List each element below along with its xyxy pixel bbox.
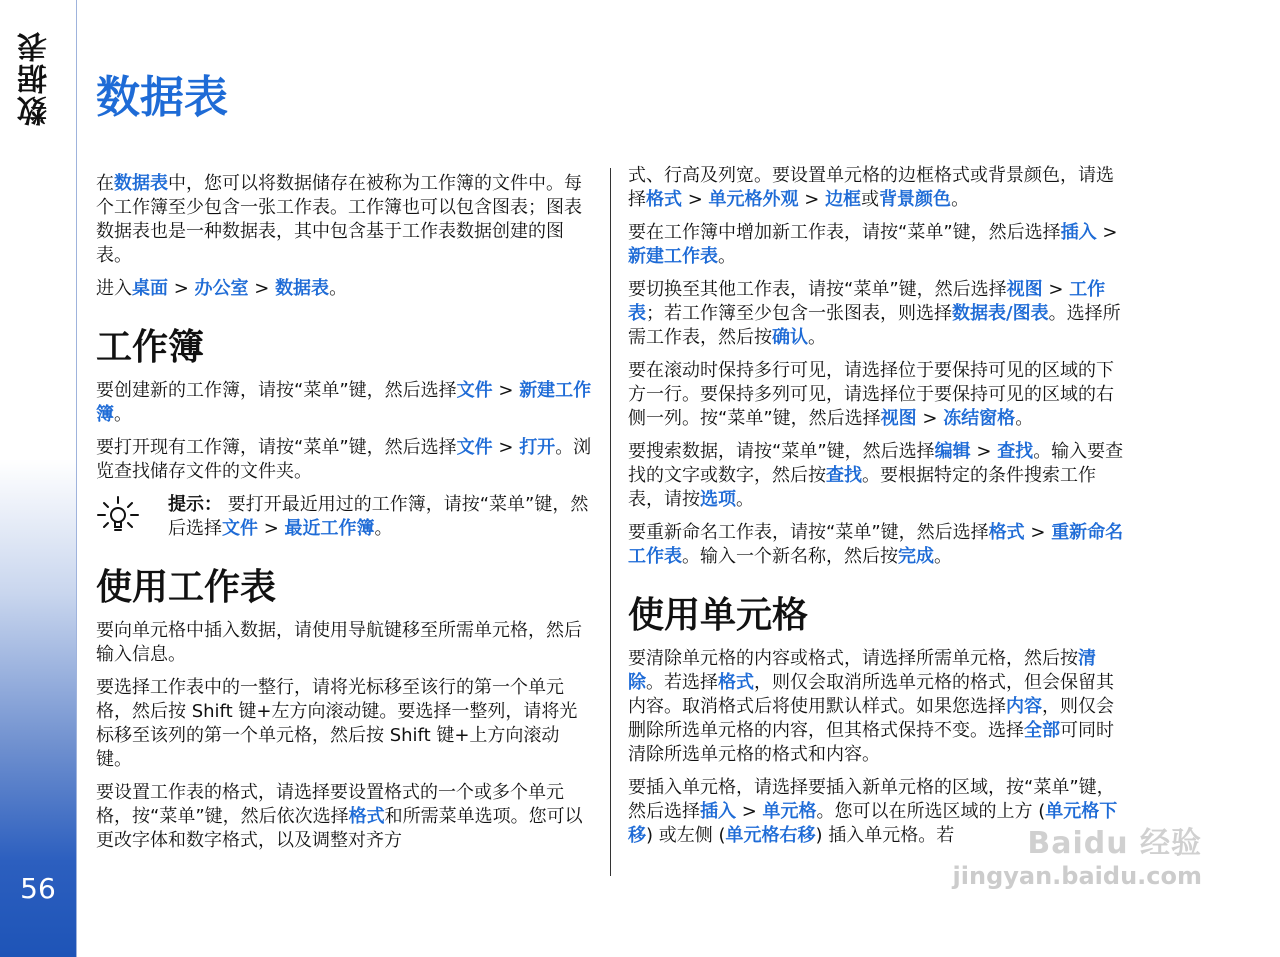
menu-keyword: 数据表 bbox=[275, 278, 330, 299]
page-title: 数据表 bbox=[96, 72, 228, 123]
text-run: ) 或左侧 ( bbox=[646, 825, 726, 846]
text-run: 。 bbox=[114, 404, 132, 425]
freeze-panes-paragraph bbox=[628, 359, 1126, 431]
worksheet-format-paragraph bbox=[96, 781, 594, 853]
menu-keyword: 文件 bbox=[456, 380, 493, 401]
page-number: 56 bbox=[20, 872, 56, 905]
menu-keyword: 单元格下移 bbox=[628, 801, 1118, 846]
text-run: 可同时清除所选单元格的格式和内容。 bbox=[628, 720, 1114, 765]
text-run: 进入 bbox=[96, 278, 132, 299]
left-column bbox=[96, 172, 594, 862]
text-run: 中，您可以将数据储存在被称为工作簿的文件中。每个工作簿至少包含一张工作表。工作簿也可以包含图表；图表数据表也是一种数据表，其中包含基于工作表数据创建的图表。 bbox=[96, 173, 582, 266]
menu-keyword: 视图 bbox=[1006, 279, 1043, 300]
menu-keyword: 打开 bbox=[519, 437, 556, 458]
tip-label: 提示： bbox=[168, 494, 222, 515]
menu-keyword: 工作表 bbox=[628, 279, 1106, 324]
text-run: ；若工作簿至少包含一张图表，则选择 bbox=[646, 303, 952, 324]
menu-keyword: 边框 bbox=[825, 189, 862, 210]
menu-keyword: 清除 bbox=[628, 648, 1096, 693]
tip-box bbox=[96, 493, 594, 541]
menu-keyword: 格式 bbox=[988, 522, 1025, 543]
navigation-path bbox=[96, 277, 594, 301]
text-run: 。输入一个新名称，然后按 bbox=[682, 546, 898, 567]
watermark-url: jingyan.baidu.com bbox=[952, 862, 1202, 890]
menu-keyword: 新建工作簿 bbox=[96, 380, 592, 425]
text-run: 在 bbox=[96, 173, 114, 194]
text-run: 要搜索数据，请按“菜单”键，然后选择 bbox=[628, 441, 935, 462]
text-run: > bbox=[682, 189, 709, 210]
text-run: > bbox=[798, 189, 826, 210]
text-run: ，则仅会取消所选单元格的格式，但会保留其内容。取消格式后将使用默认样式。如果您选择 bbox=[628, 672, 1114, 717]
text-run: > bbox=[736, 801, 763, 822]
text-run: 要重新命名工作表，请按“菜单”键，然后选择 bbox=[628, 522, 989, 543]
text-run: 和所需菜单选项。您可以更改字体和数字格式，以及调整对齐方 bbox=[96, 806, 583, 851]
text-run: 要向单元格中插入数据，请使用导航键移至所需单元格，然后输入信息。 bbox=[96, 620, 582, 665]
heading-workbook: 工作簿 bbox=[96, 327, 205, 368]
menu-keyword: 编辑 bbox=[934, 441, 971, 462]
lightbulb-tip-icon bbox=[96, 493, 140, 537]
text-run: 式、行高及列宽。要设置单元格的边框格式或背景颜色，请选择 bbox=[628, 165, 1114, 210]
text-run: 要清除单元格的内容或格式，请选择所需单元格，然后按 bbox=[628, 648, 1078, 669]
heading-cells: 使用单元格 bbox=[628, 595, 809, 636]
menu-keyword: 插入 bbox=[1060, 222, 1097, 243]
text-run: 或 bbox=[861, 189, 880, 210]
menu-keyword: 冻结窗格 bbox=[943, 408, 1016, 429]
menu-keyword: 办公室 bbox=[194, 278, 249, 299]
menu-keyword: 内容 bbox=[1006, 696, 1042, 717]
menu-keyword: 桌面 bbox=[132, 278, 168, 299]
menu-keyword: 格式 bbox=[718, 672, 754, 693]
text-run: > bbox=[1096, 222, 1118, 243]
watermark-logo: Baidu 经验 bbox=[1027, 826, 1202, 861]
menu-keyword: 单元格右移 bbox=[725, 825, 816, 846]
menu-keyword: 全部 bbox=[1024, 720, 1060, 741]
menu-keyword: 选项 bbox=[700, 489, 736, 510]
clear-cells-paragraph bbox=[628, 647, 1126, 767]
switch-sheet-paragraph bbox=[628, 278, 1126, 350]
text-run: 。选择所需工作表，然后按 bbox=[628, 303, 1121, 348]
text-run: 要设置工作表的格式，请选择要设置格式的一个或多个单元格，按“菜单”键，然后依次选择 bbox=[96, 782, 564, 827]
text-run: > bbox=[1024, 522, 1052, 543]
menu-keyword: 单元格 bbox=[762, 801, 817, 822]
text-run: > bbox=[168, 278, 195, 299]
menu-keyword: 完成 bbox=[898, 546, 934, 567]
text-run: 。浏览查找储存文件的文件夹。 bbox=[96, 437, 592, 482]
add-sheet-paragraph bbox=[628, 221, 1126, 269]
menu-keyword: 文件 bbox=[456, 437, 493, 458]
format-cells-paragraph bbox=[628, 164, 1126, 212]
text-run: 要创建新的工作簿，请按“菜单”键，然后选择 bbox=[96, 380, 457, 401]
text-run: 。 bbox=[718, 246, 736, 267]
text-run: 。输入要查找的文字或数字，然后按 bbox=[628, 441, 1124, 486]
side-bar bbox=[0, 0, 77, 957]
text-run: ) 插入单元格。若 bbox=[815, 825, 955, 846]
text-run: 要切换至其他工作表，请按“菜单”键，然后选择 bbox=[628, 279, 1007, 300]
menu-keyword: 文件 bbox=[222, 518, 258, 539]
text-run: 要插入单元格，请选择要插入新单元格的区域，按“菜单”键，然后选择 bbox=[628, 777, 1115, 822]
text-run: 。 bbox=[1015, 408, 1034, 429]
text-run: 。 bbox=[329, 278, 348, 299]
menu-keyword: 格式 bbox=[348, 806, 385, 827]
menu-keyword: 查找 bbox=[826, 465, 862, 486]
rename-sheet-paragraph bbox=[628, 521, 1126, 569]
text-run: 要在工作簿中增加新工作表，请按“菜单”键，然后选择 bbox=[628, 222, 1061, 243]
menu-keyword: 单元格外观 bbox=[708, 189, 799, 210]
text-run: 要选择工作表中的一整行，请将光标移至该行的第一个单元格，然后按 Shift 键+左方向滚动键。要选择一整列，请将光标移至该列的第一个单元格，然后按 Shift 键+上方向滚动键。 bbox=[96, 677, 578, 770]
text-run: > bbox=[916, 408, 944, 429]
tip-text bbox=[168, 493, 594, 541]
text-run: 。 bbox=[374, 518, 393, 539]
search-data-paragraph bbox=[628, 440, 1126, 512]
workbook-create-paragraph bbox=[96, 379, 594, 427]
menu-keyword: 查找 bbox=[997, 441, 1034, 462]
intro-paragraph bbox=[96, 172, 594, 268]
menu-keyword: 重新命名工作表 bbox=[628, 522, 1124, 567]
text-run: 。要根据特定的条件搜索工作表，请按 bbox=[628, 465, 1096, 510]
text-run: > bbox=[258, 518, 285, 539]
side-chapter-title: 数据表 bbox=[18, 30, 53, 126]
text-run: 。您可以在所选区域的上方 ( bbox=[816, 801, 1046, 822]
text-run: > bbox=[970, 441, 998, 462]
workbook-open-paragraph bbox=[96, 436, 594, 484]
worksheet-insert-paragraph bbox=[96, 619, 594, 667]
text-run: > bbox=[1042, 279, 1070, 300]
text-run: 。 bbox=[736, 489, 754, 510]
text-run: 。若选择 bbox=[646, 672, 718, 693]
text-run: 要在滚动时保持多行可见，请选择位于要保持可见的区域的下方一行。要保持多列可见，请选择位于要保持可见的区域的右侧一列。按“菜单”键，然后选择 bbox=[628, 360, 1114, 429]
worksheet-select-paragraph bbox=[96, 676, 594, 772]
text-run: > bbox=[492, 437, 520, 458]
menu-keyword: 新建工作表 bbox=[628, 246, 718, 267]
heading-worksheet: 使用工作表 bbox=[96, 567, 277, 608]
menu-keyword: 视图 bbox=[880, 408, 917, 429]
text-run: ，则仅会删除所选单元格的内容，但其格式保持不变。选择 bbox=[628, 696, 1114, 741]
menu-keyword: 数据表 bbox=[114, 173, 168, 194]
menu-keyword: 背景颜色 bbox=[879, 189, 952, 210]
text-run: 。 bbox=[934, 546, 952, 567]
menu-keyword: 插入 bbox=[700, 801, 736, 822]
right-column bbox=[628, 164, 1126, 857]
text-run: 。 bbox=[951, 189, 970, 210]
text-run: 要打开最近用过的工作簿，请按“菜单”键，然后选择 bbox=[168, 494, 589, 539]
text-run: 要打开现有工作簿，请按“菜单”键，然后选择 bbox=[96, 437, 457, 458]
text-run: > bbox=[492, 380, 520, 401]
menu-keyword: 格式 bbox=[646, 189, 682, 210]
menu-keyword: 数据表/图表 bbox=[952, 303, 1049, 324]
menu-keyword: 确认 bbox=[772, 327, 808, 348]
column-divider bbox=[610, 168, 611, 876]
text-run: > bbox=[248, 278, 276, 299]
menu-keyword: 最近工作簿 bbox=[284, 518, 375, 539]
text-run: 。 bbox=[808, 327, 826, 348]
